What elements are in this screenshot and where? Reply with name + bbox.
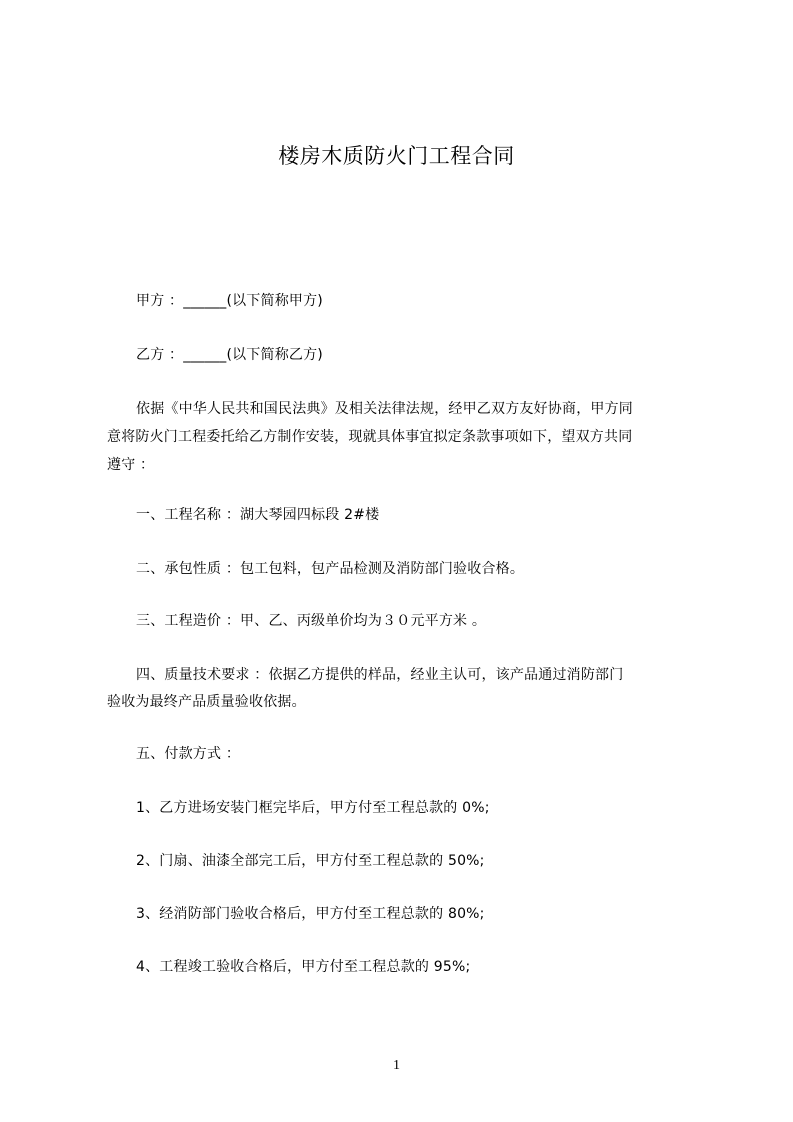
intro-line-1: 依据《中华人民共和国民法典》及相关法律法规，经甲乙双方友好协商，甲方同: [136, 401, 633, 417]
document-title: 楼房木质防火门工程合同: [278, 144, 515, 168]
party-b-line: 乙方 ：______(以下简称乙方): [136, 347, 323, 363]
clause-project-cost: 三、工程造价 ：甲、乙、丙级单价均为３０元平方米 。: [136, 613, 487, 629]
clause-contract-nature: 二、承包性质 ：包工包料，包产品检测及消防部门验收合格。: [136, 561, 525, 577]
payment-item-3: 3、经消防部门验收合格后，甲方付至工程总款的 80%;: [136, 906, 485, 922]
page-number: 1: [393, 1058, 400, 1073]
party-a-line: 甲方 ：______(以下简称甲方): [136, 293, 323, 309]
intro-line-3: 遵守 ：: [107, 457, 155, 473]
clause-quality-line-1: 四、质量技术要求 ：依据乙方提供的样品，经业主认可，该产品通过消防部门: [136, 667, 624, 683]
clause-quality-line-2: 验收为最终产品质量验收依据。: [107, 694, 306, 710]
payment-item-4: 4、工程竣工验收合格后，甲方付至工程总款的 95%;: [136, 959, 471, 975]
intro-line-2: 意将防火门工程委托给乙方制作安装，现就具体事宜拟定条款事项如下，望双方共同: [107, 429, 633, 445]
payment-item-1: 1、乙方进场安装门框完毕后，甲方付至工程总款的 0%;: [136, 800, 490, 816]
clause-project-name: 一、工程名称 ：湖大琴园四标段 2#楼: [136, 507, 380, 523]
clause-payment-heading: 五、付款方式 ：: [136, 746, 241, 762]
payment-item-2: 2、门扇、油漆全部完工后，甲方付至工程总款的 50%;: [136, 853, 485, 869]
